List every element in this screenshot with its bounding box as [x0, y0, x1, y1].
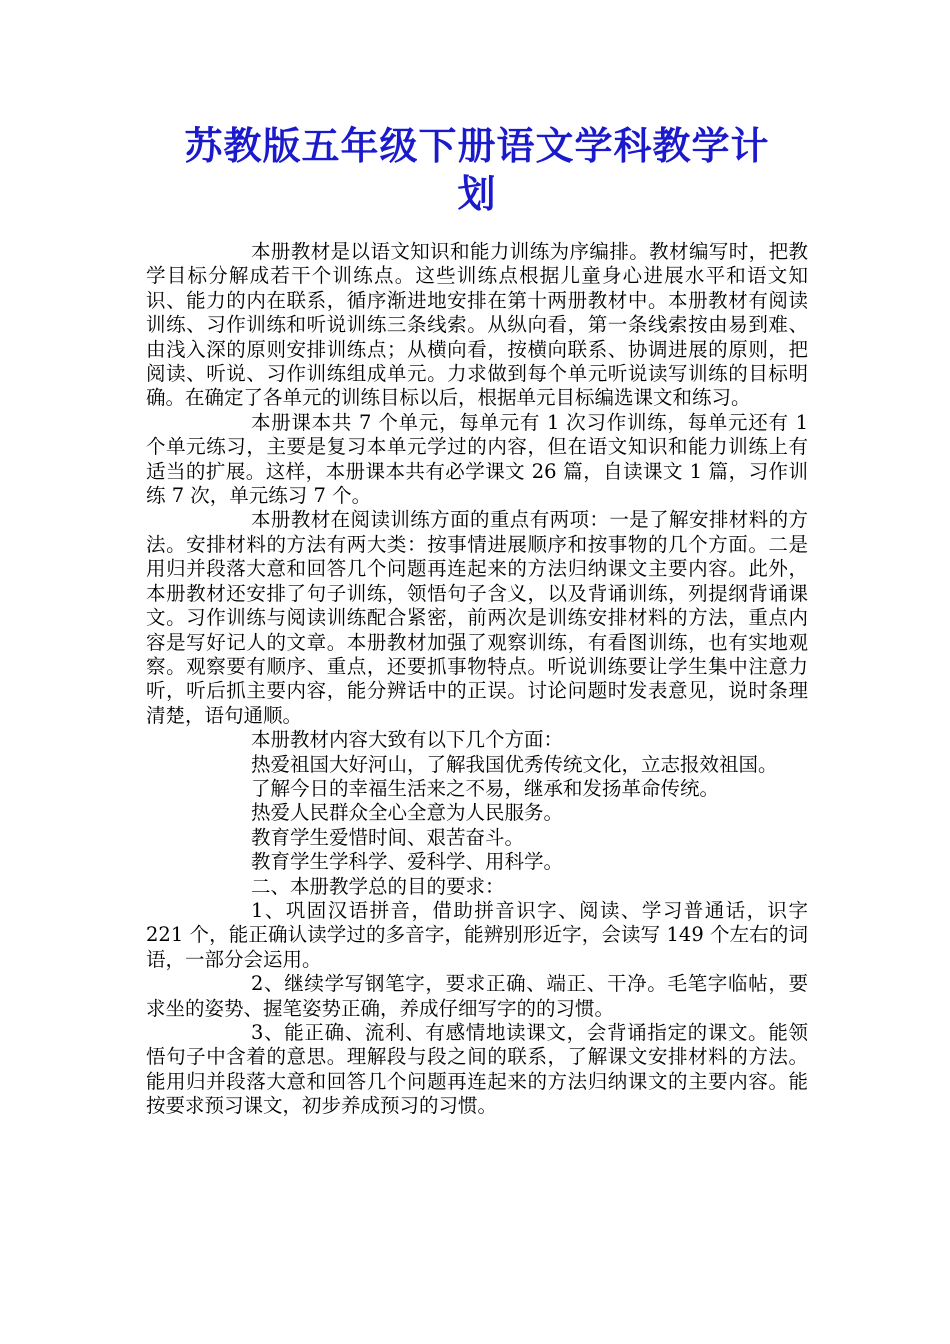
section-heading-goals: 二、本册教学总的目的要求：: [251, 874, 505, 898]
document-body: [146, 240, 808, 1119]
paragraph-content-4: 教育学生爱惜时间、艰苦奋斗。: [251, 825, 525, 849]
paragraph-content-1: 热爱祖国大好河山，了解我国优秀传统文化，立志报效祖国。: [251, 752, 778, 776]
goal-item-1: 1、巩固汉语拼音，借助拼音识字、阅读、学习普通话，识字 221 个，能正确认读学过的多音字，能辨别形近字，会读写 149 个左右的词语，一部分会运用。: [146, 898, 808, 971]
paragraph-content-intro: 本册教材内容大致有以下几个方面：: [251, 728, 564, 752]
paragraph-units: 本册课本共 7 个单元，每单元有 1 次习作训练，每单元还有 1 个单元练习，主要是复习本单元学过的内容，但在语文知识和能力训练上有适当的扩展。这样，本册课本共有必学课文 26 篇，自读课文 1 篇，习作训练 7 次，单元练习 7 个。: [146, 410, 808, 508]
paragraph-content-5: 教育学生学科学、爱科学、用科学。: [251, 850, 564, 874]
title-line-1: 苏教版五年级下册语文学科教学计: [184, 124, 770, 168]
paragraph-intro: 本册教材是以语文知识和能力训练为序编排。教材编写时，把教学目标分解成若干个训练点。这些训练点根据儿童身心进展水平和语文知识、能力的内在联系，循序渐进地安排在第十两册教材中。本册教材有阅读训练、习作训练和听说训练三条线索。从纵向看，第一条线索按由易到难、由浅入深的原则安排训练点；从横向看，按横向联系、协调进展的原则，把阅读、听说、习作训练组成单元。力求做到每个单元听说读写训练的目标明确。在确定了各单元的训练目标以后，根据单元目标编选课文和练习。: [146, 240, 808, 410]
goal-item-3: 3、能正确、流利、有感情地读课文，会背诵指定的课文。能领悟句子中含着的意思。理解段与段之间的联系，了解课文安排材料的方法。能用归并段落大意和回答几个问题再连起来的方法归纳课文的主要内容。能按要求预习课文，初步养成预习的习惯。: [146, 1021, 808, 1118]
document-page: [146, 122, 808, 1119]
paragraph-content-3: 热爱人民群众全心全意为人民服务。: [251, 801, 564, 825]
paragraph-content-2: 了解今日的幸福生活来之不易，继承和发扬革命传统。: [251, 776, 720, 800]
paragraph-reading-focus: 本册教材在阅读训练方面的重点有两项：一是了解安排材料的方法。安排材料的方法有两大类：按事情进展顺序和按事物的几个方面。二是用归并段落大意和回答几个问题再连起来的方法归纳课文主要内容。此外，本册教材还安排了句子训练，领悟句子含义，以及背诵训练，列提纲背诵课文。习作训练与阅读训练配合紧密，前两次是训练安排材料的方法，重点内容是写好记人的文章。本册教材加强了观察训练，有看图训练，也有实地观察。观察要有顺序、重点，还要抓事物特点。听说训练要让学生集中注意力听，听后抓主要内容，能分辨话中的正误。讨论问题时发表意见，说时条理清楚，语句通顺。: [146, 508, 808, 727]
goal-item-2: 2、继续学写钢笔字，要求正确、端正、干净。毛笔字临帖，要求坐的姿势、握笔姿势正确，养成仔细写字的的习惯。: [146, 972, 808, 1020]
title-line-2: 划: [457, 172, 497, 216]
document-title: [146, 122, 808, 218]
